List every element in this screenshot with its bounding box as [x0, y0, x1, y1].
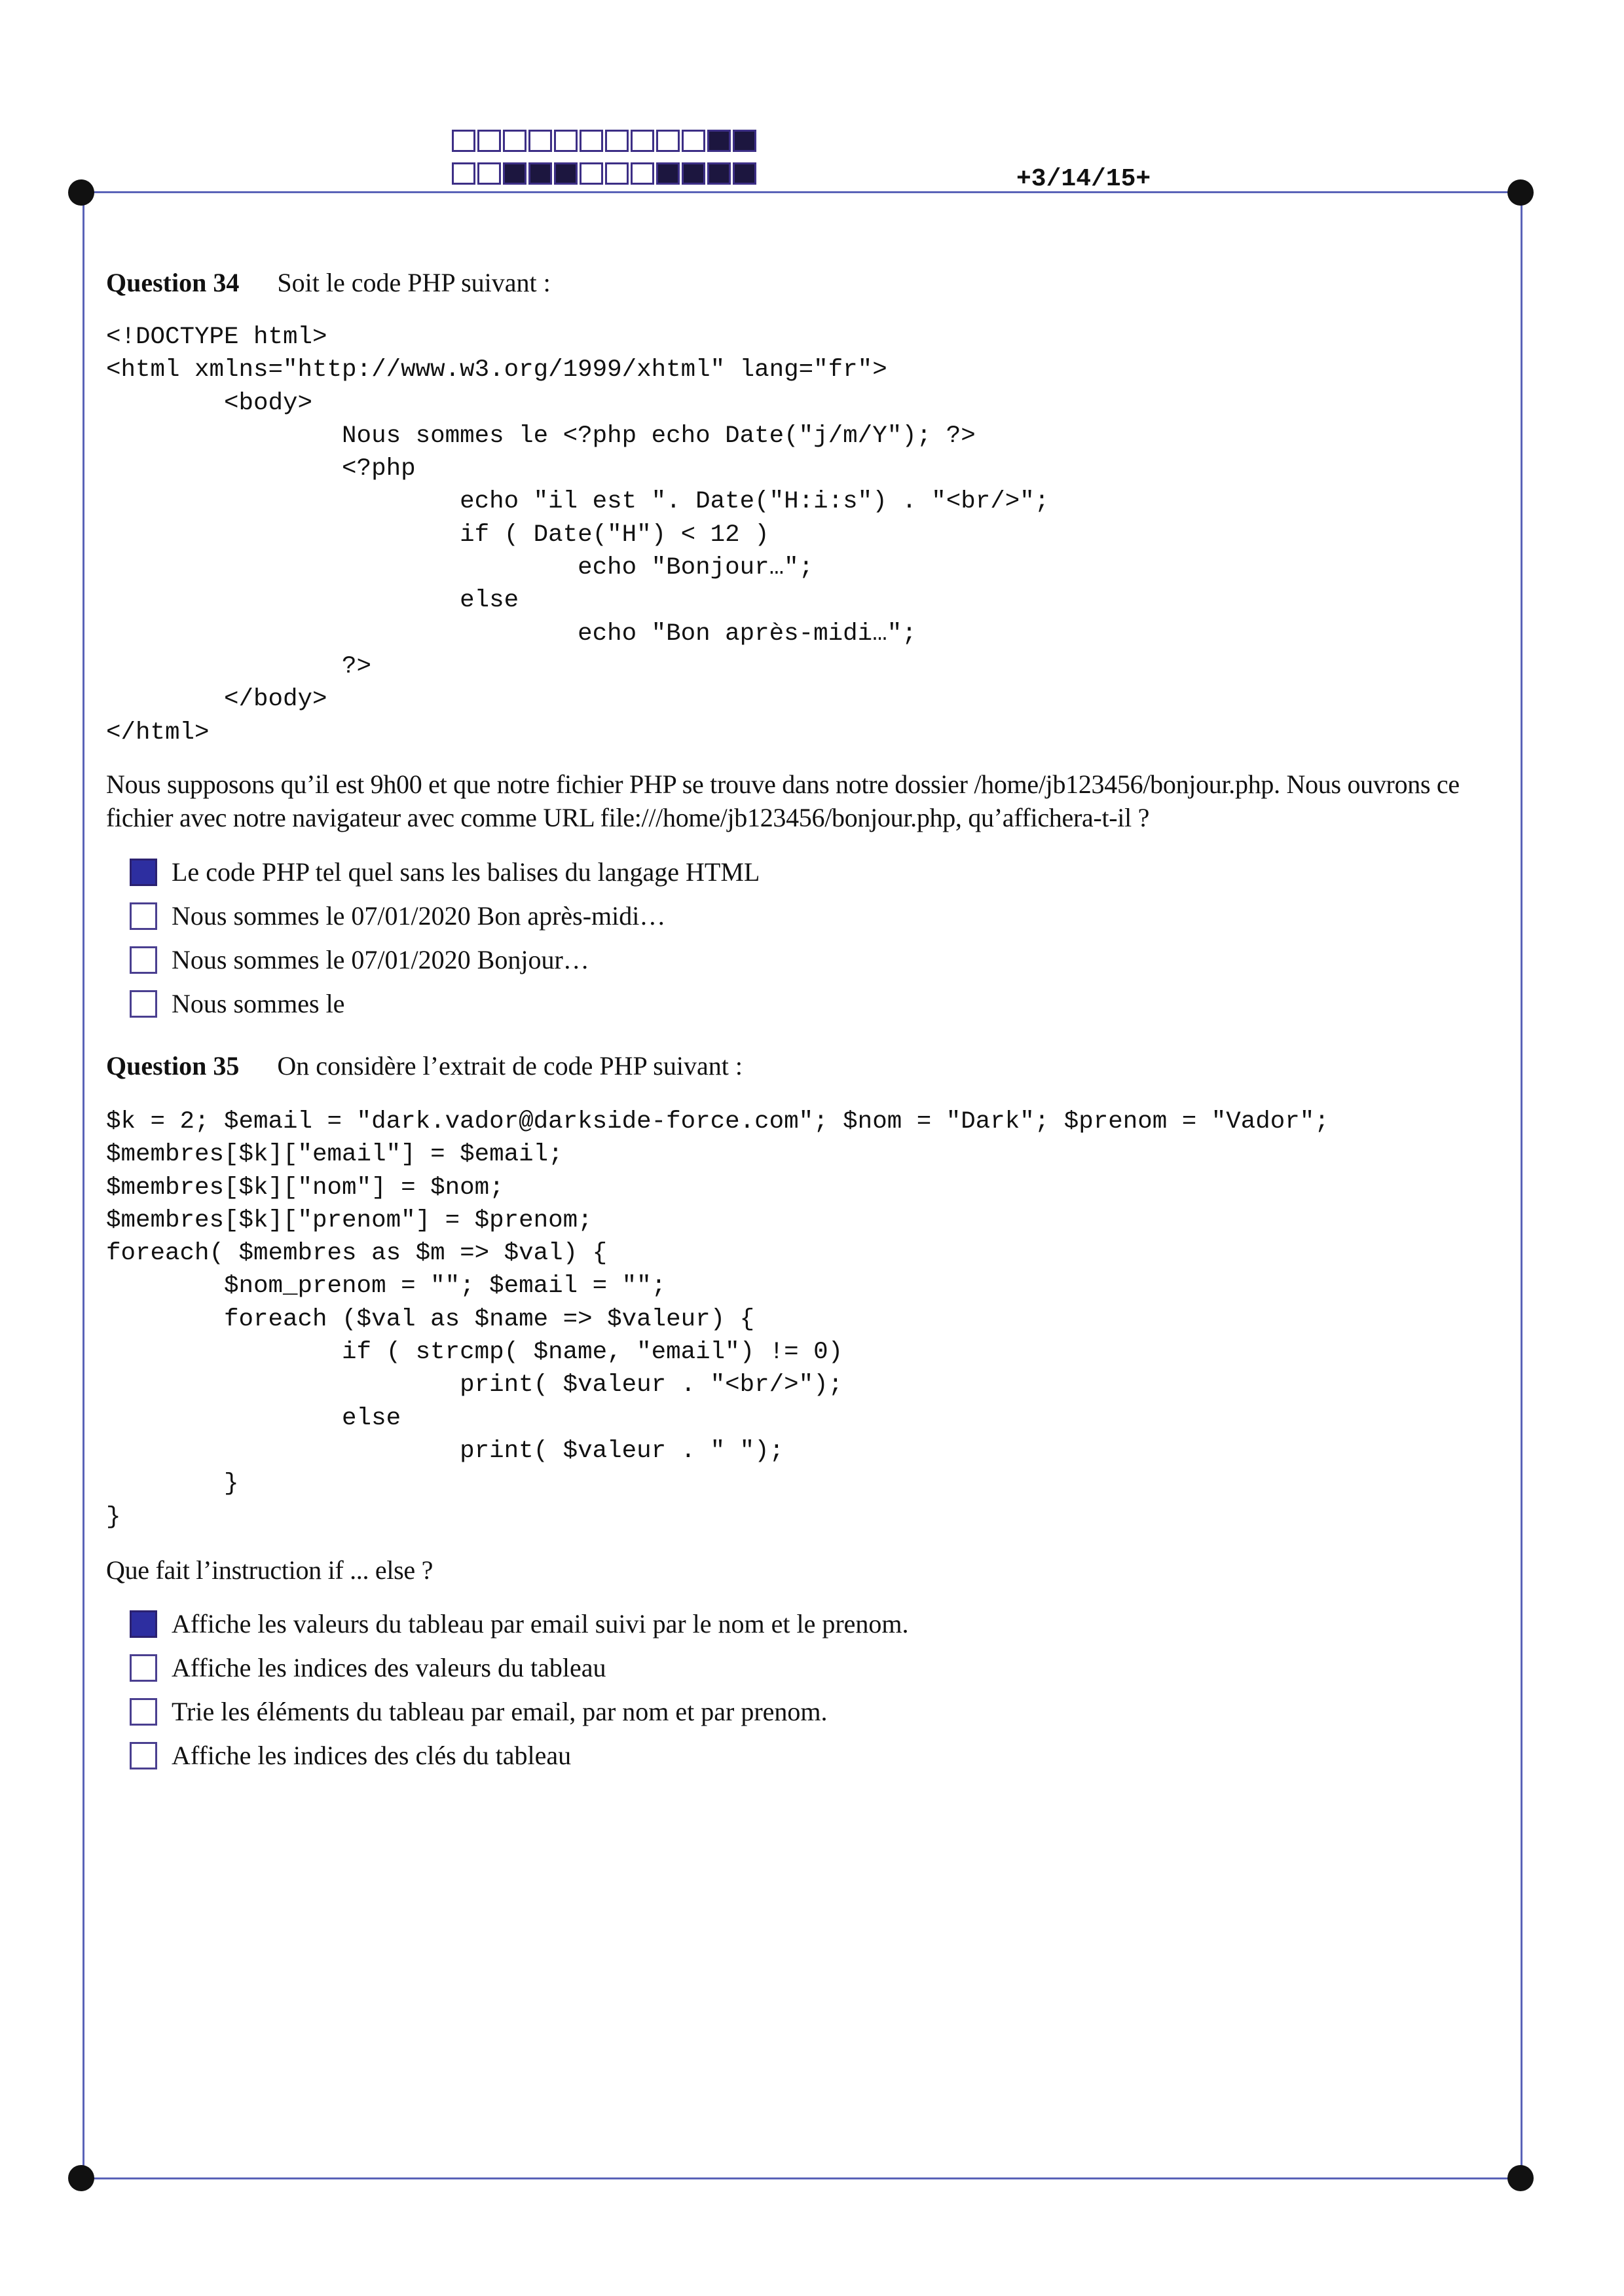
empty-code-box [477, 162, 501, 185]
q35-answer-1-label: Affiche les valeurs du tableau par email suivi par le nom et le prenom. [172, 1609, 909, 1639]
empty-code-box [631, 130, 654, 152]
q35-answer-2-label: Affiche les indices des valeurs du tableau [172, 1653, 606, 1682]
empty-code-box [503, 130, 526, 152]
q35-answer-2[interactable] [130, 1652, 606, 1683]
empty-code-box [452, 130, 475, 152]
empty-code-box [682, 130, 705, 152]
q35-answer-1[interactable] [130, 1608, 909, 1639]
empty-code-box [452, 162, 475, 185]
q35-answer-3[interactable] [130, 1696, 828, 1727]
page-code-boxes-row-1 [452, 130, 758, 152]
q34-answer-3-checkbox[interactable] [130, 946, 157, 974]
question-35-question: Que fait l’instruction if ... else ? [106, 1555, 434, 1585]
question-35-number: Question 35 [106, 1051, 240, 1081]
empty-code-box [554, 130, 578, 152]
q35-answer-4-label: Affiche les indices des clés du tableau [172, 1741, 572, 1770]
corner-mark-bottom-right [1507, 2165, 1534, 2191]
q35-answer-3-checkbox[interactable] [130, 1698, 157, 1726]
q34-answer-3[interactable] [130, 944, 589, 975]
empty-code-box [477, 130, 501, 152]
filled-code-box [707, 162, 731, 185]
filled-code-box [528, 162, 552, 185]
q34-answer-3-label: Nous sommes le 07/01/2020 Bonjour… [172, 945, 589, 974]
empty-code-box [605, 162, 629, 185]
frame-top-line [81, 191, 1522, 193]
filled-code-box [682, 162, 705, 185]
empty-code-box [631, 162, 654, 185]
frame-right-line [1521, 191, 1522, 2178]
filled-code-box [656, 162, 680, 185]
question-35-prompt: On considère l’extrait de code PHP suivant : [277, 1051, 743, 1081]
q34-answer-4[interactable] [130, 988, 344, 1019]
question-34-heading [106, 267, 551, 298]
q34-answer-2-checkbox[interactable] [130, 902, 157, 930]
empty-code-box [605, 130, 629, 152]
empty-code-box [528, 130, 552, 152]
q34-answer-4-checkbox[interactable] [130, 990, 157, 1018]
page-identifier: +3/14/15+ [1016, 165, 1151, 193]
q34-answer-2[interactable] [130, 900, 665, 931]
filled-code-box [733, 162, 756, 185]
filled-code-box [733, 130, 756, 152]
page-code-boxes-row-2 [452, 162, 758, 185]
empty-code-box [580, 162, 603, 185]
q35-answer-1-checkbox[interactable] [130, 1610, 157, 1638]
q34-answer-1[interactable] [130, 857, 760, 887]
empty-code-box [656, 130, 680, 152]
corner-mark-top-left [68, 179, 94, 206]
corner-mark-top-right [1507, 179, 1534, 206]
question-35-code: $k = 2; $email = "dark.vador@darkside-force.com"; $nom = "Dark"; $prenom = "Vador"; $membres[$k]["email"] = $email; $membres[$k]["nom"] = $nom; $membres[$k]["prenom"] = $prenom; foreach( $membres as $m => $val) { $nom_prenom = ""; $email = ""; foreach ($val as $name => $valeur) { if ( strcmp( $name, "email") != 0) print( $valeur . "<br/>"); else print( $valeur . " "); } } [106, 1108, 1329, 1531]
frame-left-line [83, 191, 84, 2178]
q35-answer-3-label: Trie les éléments du tableau par email, par nom et par prenom. [172, 1697, 828, 1726]
frame-bottom-line [81, 2177, 1522, 2179]
q35-answer-4-checkbox[interactable] [130, 1742, 157, 1769]
filled-code-box [554, 162, 578, 185]
question-34-context: Nous supposons qu’il est 9h00 et que notre fichier PHP se trouve dans notre dossier /home/jb123456/bonjour.php. Nous ouvrons ce fichier avec notre navigateur avec comme URL file:///home/jb123456/bonjour.php, qu’affichera-t-il ? [106, 769, 1460, 832]
question-34-prompt: Soit le code PHP suivant : [277, 268, 551, 297]
corner-mark-bottom-left [68, 2165, 94, 2191]
q34-answer-1-checkbox[interactable] [130, 859, 157, 886]
question-34-number: Question 34 [106, 268, 240, 297]
filled-code-box [503, 162, 526, 185]
q34-answer-4-label: Nous sommes le [172, 989, 345, 1018]
q35-answer-2-checkbox[interactable] [130, 1654, 157, 1682]
question-35-heading [106, 1050, 743, 1081]
empty-code-box [580, 130, 603, 152]
question-34-code: <!DOCTYPE html> <html xmlns="http://www.w3.org/1999/xhtml" lang="fr"> <body> Nous sommes le <?php echo Date("j/m/Y"); ?> <?php echo "il est ". Date("H:i:s") . "<br/>"; if ( Date("H") < 12 ) echo "Bonjour…"; else echo "Bon après-midi…"; ?> </body> </html> [106, 324, 1050, 747]
q35-answer-4[interactable] [130, 1740, 571, 1771]
q34-answer-1-label: Le code PHP tel quel sans les balises du langage HTML [172, 857, 760, 887]
q34-answer-2-label: Nous sommes le 07/01/2020 Bon après-midi… [172, 901, 666, 931]
filled-code-box [707, 130, 731, 152]
